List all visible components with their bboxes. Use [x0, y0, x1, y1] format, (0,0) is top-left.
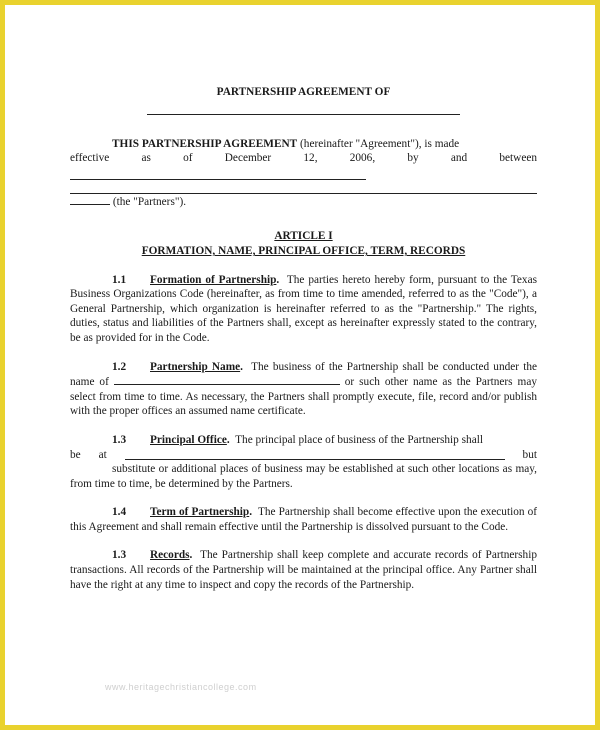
section-heading: Term of Partnership	[150, 506, 250, 519]
document-page	[5, 5, 595, 725]
title-blank-line	[147, 102, 460, 115]
section-heading: Principal Office	[150, 433, 227, 446]
office-line	[70, 448, 537, 463]
section-records-text: 1.3 Records. The Partnership shall keep complete and accurate records of Partnership transactions. All records of the Partnership will be maintained at the principal office. Any Partner shall have the right at any time to inspect and copy the records of the Partnership.	[70, 549, 537, 591]
section-body: The parties hereto hereby form, pursuant to the Texas Business Organizations Code (hereinafter, as from time to time amended, referred to as the "Code"), a General Partnership, which organization is hereinafter referred to as the "Partnership." The rights, duties, status and liabilities of the Partners shall, except as hereinafter expressly stated to the contrary, be as provided for in the Code.	[70, 273, 537, 344]
section-number: 1.4	[112, 506, 127, 519]
section-body: The principal place of business of the Partnership shall	[235, 433, 483, 446]
intro-word: 12,	[303, 152, 318, 165]
section-body: The Partnership shall become effective upon the execution of this Agreement and shall remain effective until the Partnership is dissolved pursuant to the Code.	[70, 506, 538, 533]
intro-word: and	[450, 152, 468, 165]
intro-word: as	[141, 152, 151, 165]
document-content	[70, 85, 537, 592]
section-1-2-text: 1.2 Partnership Name. The business of the Partnership shall be conducted under the name of or such other name as the Partners may select from time to time. As necessary, the Partners shall promptly execute, file, record and/or publish with the proper offices an assumed name certificate.	[70, 360, 537, 418]
section-word: at	[98, 448, 107, 461]
section-1-3-text: 1.3 Principal Office. The principal place of business of the Partnership shall	[112, 433, 483, 446]
section-1-1-text: 1.1 Formation of Partnership. The parties hereto hereby form, pursuant to the Texas Business Organizations Code (hereinafter, as from time to time amended, referred to as the "Code"), a General Partnership, which organization is hereinafter referred to as the "Partnership." The rights, duties, status and liabilities of the Partners shall, except as hereinafter expressly stated to the contrary, be as provided for in the Code.	[70, 273, 537, 344]
name-blank-line	[114, 374, 340, 385]
watermark-text: www.heritagechristiancollege.com	[105, 682, 257, 692]
section-body: or such other name as the Partners may select from time to time. As necessary, the Partners shall promptly execute, file, record and/or publish with the proper offices an assumed name certificate.	[70, 376, 537, 418]
intro-partners-line	[70, 194, 537, 210]
section-records	[70, 548, 537, 592]
intro-effective-line	[70, 151, 537, 166]
intro-word: December	[224, 152, 272, 165]
section-number: 1.1	[112, 273, 127, 286]
intro-lead-rest: (hereinafter "Agreement"), is made	[300, 137, 460, 150]
party-blank-short	[70, 194, 110, 205]
section-1-4	[70, 505, 537, 534]
section-1-3-continued: substitute or additional places of business may be established at such other locations as may, from time to time, be determined by the Partners.	[70, 463, 537, 490]
section-1-4-text: 1.4 Term of Partnership. The Partnership shall become effective upon the execution of this Agreement and shall remain effective until the Partnership is dissolved pursuant to the Code.	[70, 506, 538, 533]
intro-word: by	[407, 152, 419, 165]
intro-paragraph	[70, 137, 537, 210]
section-number: 1.3	[112, 549, 127, 562]
intro-line-1	[70, 137, 537, 152]
section-word: but	[522, 448, 537, 461]
section-1-1	[70, 273, 537, 346]
section-body: The business of the Partnership shall be conducted under the name of	[70, 360, 537, 389]
article-heading	[70, 229, 537, 258]
section-heading: Partnership Name	[150, 360, 241, 373]
intro-word: of	[183, 152, 193, 165]
section-word: be	[70, 448, 81, 461]
section-number: 1.3	[112, 433, 127, 446]
intro-word: between	[499, 152, 537, 165]
section-heading: Formation of Partnership	[150, 273, 277, 286]
section-heading: Records	[150, 549, 190, 562]
section-1-3	[70, 433, 537, 491]
section-body: The Partnership shall keep complete and accurate records of Partnership transactions. All records of the Partnership will be maintained at the principal office. Any Partner shall have the right at any time to inspect and copy the records of the Partnership.	[70, 549, 537, 591]
article-title: FORMATION, NAME, PRINCIPAL OFFICE, TERM, RECORDS	[141, 244, 466, 257]
section-number: 1.2	[112, 360, 127, 373]
section-1-2	[70, 360, 537, 419]
partners-tail: (the "Partners").	[112, 195, 187, 208]
party-blank-line-2	[70, 180, 537, 194]
intro-lead: THIS PARTNERSHIP AGREEMENT	[112, 137, 298, 150]
document-title: PARTNERSHIP AGREEMENT OF	[216, 86, 391, 98]
office-blank-line	[125, 449, 505, 460]
party-blank-line-1	[70, 166, 366, 180]
intro-word: 2006,	[349, 152, 376, 165]
intro-word: effective	[70, 152, 110, 165]
article-number: ARTICLE I	[274, 230, 333, 243]
